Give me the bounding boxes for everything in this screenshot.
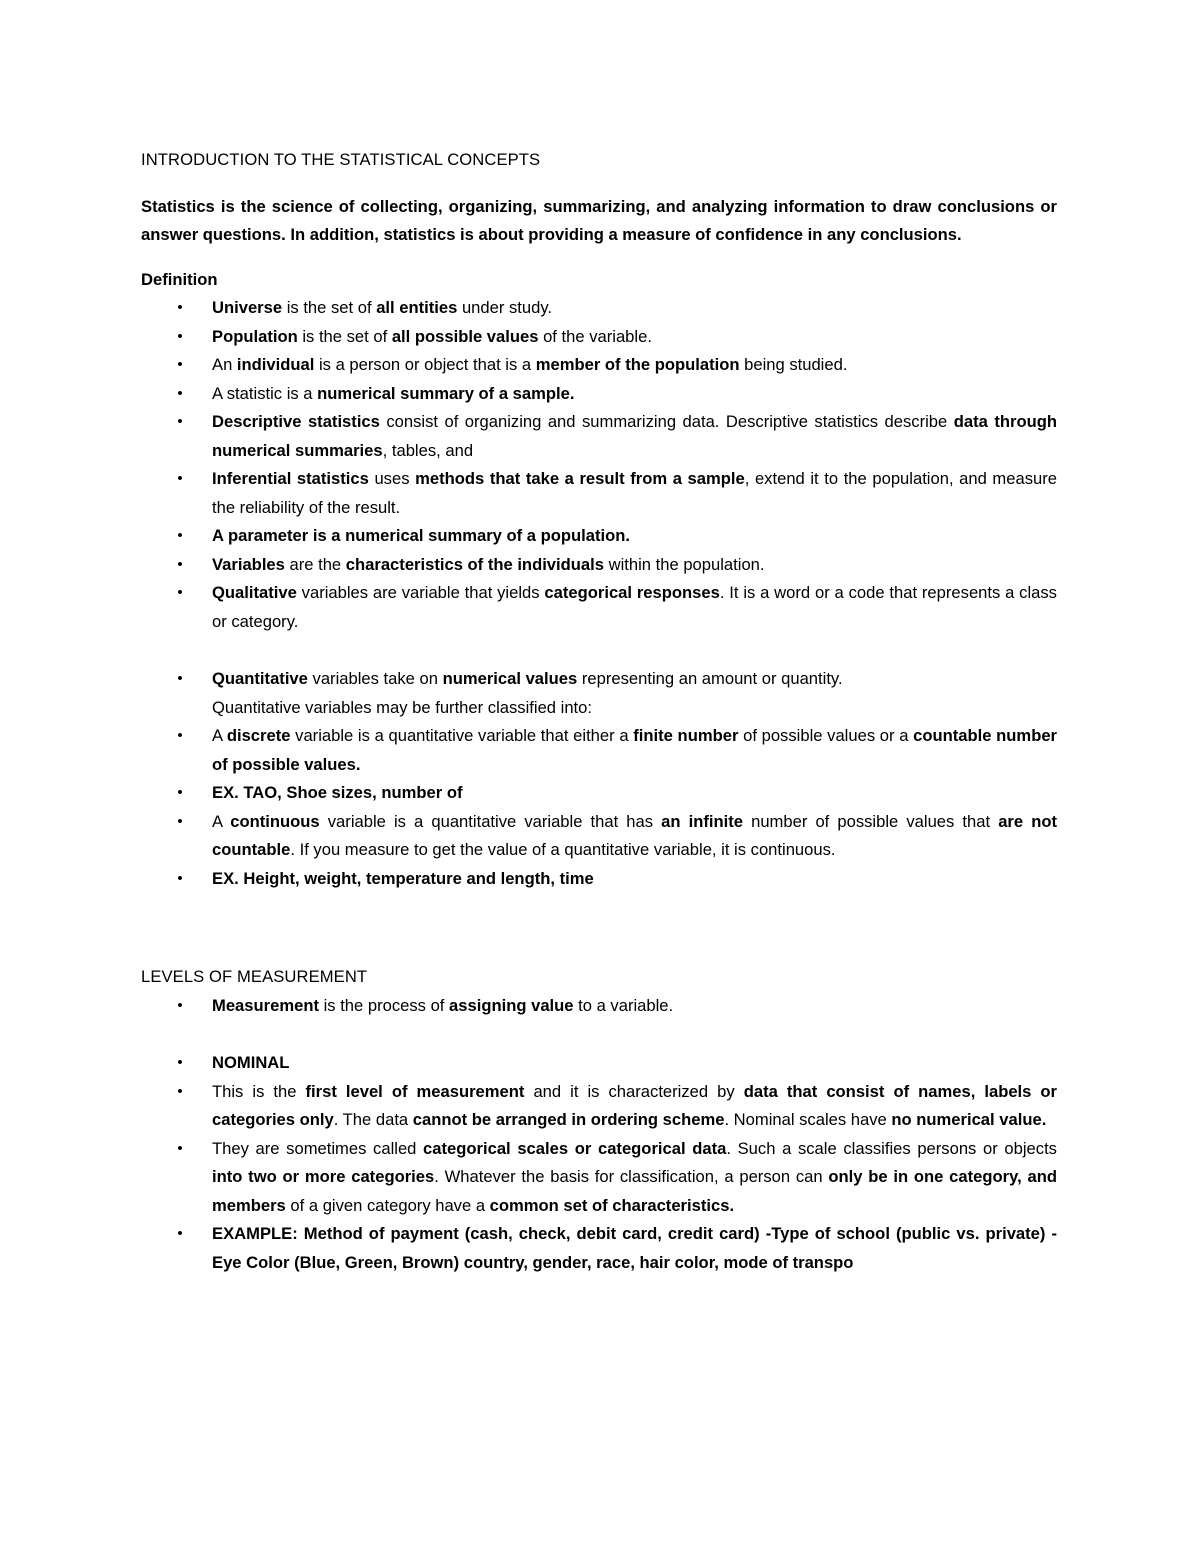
bullet-icon: •	[177, 784, 183, 801]
list-item: • They are sometimes called categorical scales or categorical data. Such a scale classifies persons or objects into two or more categories. Whatever the basis for classification, a person can only be in one category, and members of a given category have a common set of characteristics.	[141, 1135, 1057, 1221]
quantitative-list	[141, 665, 1057, 694]
list-item: • Measurement is the process of assigning value to a variable.	[141, 992, 1057, 1021]
list-item: • An individual is a person or object that is a member of the population being studied.	[141, 351, 1057, 380]
list-item: • A parameter is a numerical summary of a population.	[141, 522, 1057, 551]
list-item: • Universe is the set of all entities under study.	[141, 294, 1057, 323]
measurement-list	[141, 992, 1057, 1021]
spacer	[141, 893, 1057, 963]
definition-heading: Definition	[141, 269, 218, 289]
bullet-icon: •	[177, 727, 183, 744]
spacer	[141, 636, 1057, 665]
list-item: • Population is the set of all possible values of the variable.	[141, 323, 1057, 352]
bullet-icon: •	[177, 384, 183, 402]
list-item: • Inferential statistics uses methods that take a result from a sample, extend it to the population, and measure the reliability of the result.	[141, 465, 1057, 522]
bullet-icon: •	[177, 584, 183, 601]
list-item: • A continuous variable is a quantitative variable that has an infinite number of possible values that are not countable. If you measure to get the value of a quantitative variable, it is continuous.	[141, 808, 1057, 865]
bullet-icon: •	[177, 555, 183, 573]
list-item: • EX. TAO, Shoe sizes, number of	[141, 779, 1057, 808]
bullet-icon: •	[177, 527, 183, 544]
nominal-list	[141, 1049, 1057, 1277]
bullet-icon: •	[177, 299, 183, 316]
bullet-icon: •	[177, 1225, 183, 1242]
quantitative-types-list	[141, 722, 1057, 893]
quantitative-note: Quantitative variables may be further classified into:	[212, 697, 592, 717]
list-item: • NOMINAL	[141, 1049, 1057, 1078]
bullet-icon: •	[177, 1082, 183, 1100]
document-content	[141, 146, 1057, 1277]
bullet-icon: •	[177, 996, 183, 1014]
section-heading: LEVELS OF MEASUREMENT	[141, 967, 368, 986]
list-item: • EX. Height, weight, temperature and length, time	[141, 865, 1057, 894]
spacer	[141, 1020, 1057, 1049]
definition-list	[141, 294, 1057, 636]
bullet-icon: •	[177, 1139, 183, 1157]
list-item: • EXAMPLE: Method of payment (cash, check, debit card, credit card) -Type of school (public vs. private) - Eye Color (Blue, Green, Brown) country, gender, race, hair color, mode of transpo	[141, 1220, 1057, 1277]
list-item: • A discrete variable is a quantitative variable that either a finite number of possible values or a countable number of possible values.	[141, 722, 1057, 779]
bullet-icon: •	[177, 1054, 183, 1071]
list-item: • Descriptive statistics consist of organizing and summarizing data. Descriptive statistics describe data through numerical summaries, tables, and	[141, 408, 1057, 465]
list-item: • A statistic is a numerical summary of a sample.	[141, 380, 1057, 409]
bullet-icon: •	[177, 327, 183, 345]
list-item: • Variables are the characteristics of the individuals within the population.	[141, 551, 1057, 580]
bullet-icon: •	[177, 869, 183, 887]
intro-paragraph: Statistics is the science of collecting, organizing, summarizing, and analyzing information to draw conclusions or answer questions. In addition, statistics is about providing a measure of confidence in any conclusions.	[141, 196, 1057, 244]
page-title: INTRODUCTION TO THE STATISTICAL CONCEPTS	[141, 150, 541, 169]
bullet-icon: •	[177, 670, 183, 687]
list-item: • Qualitative variables are variable that yields categorical responses. It is a word or a code that represents a class or category.	[141, 579, 1057, 636]
bullet-icon: •	[177, 470, 183, 487]
bullet-icon: •	[177, 812, 183, 830]
list-item: • This is the first level of measurement and it is characterized by data that consist of names, labels or categories only. The data cannot be arranged in ordering scheme. Nominal scales have no numerical value.	[141, 1078, 1057, 1135]
bullet-icon: •	[177, 413, 183, 430]
bullet-icon: •	[177, 356, 183, 373]
list-item: • Quantitative variables take on numerical values representing an amount or quantity.	[141, 665, 1057, 694]
